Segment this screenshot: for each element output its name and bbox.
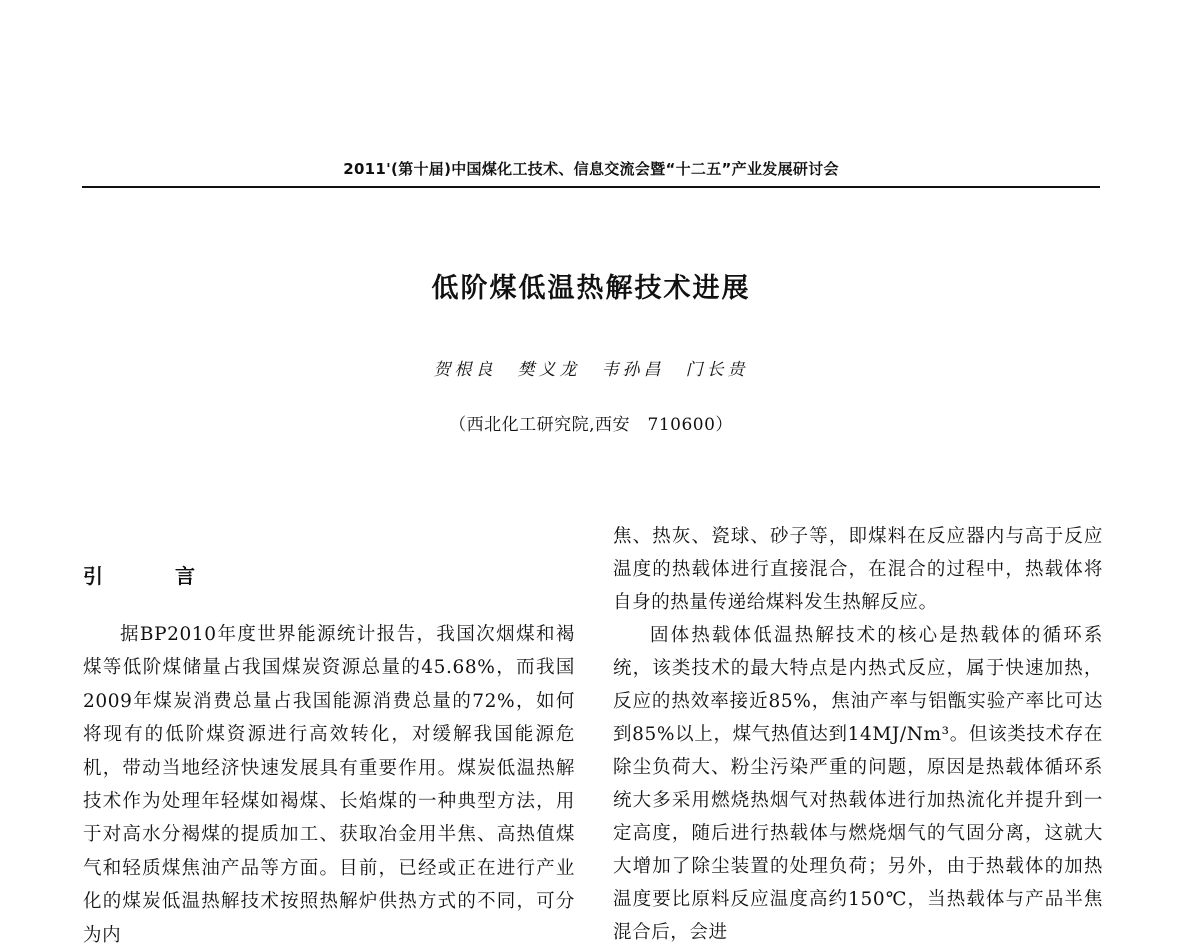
- right-paragraph-1: 焦、热灰、瓷球、砂子等，即煤料在反应器内与高于反应温度的热载体进行直接混合，在混合的过程中，热载体将自身的热量传递给煤料发生热解反应。: [613, 526, 1103, 613]
- paper-title: 低阶煤低温热解技术进展: [431, 273, 751, 304]
- left-column: [83, 618, 575, 952]
- running-header: 2011'(第十届)中国煤化工技术、信息交流会暨“十二五”产业发展研讨会: [343, 160, 839, 178]
- author-list: 贺根良 樊义龙 韦孙昌 门长贵: [433, 360, 749, 380]
- header-rule: [82, 186, 1100, 188]
- right-paragraph-2: 固体热载体低温热解技术的核心是热载体的循环系统，该类技术的最大特点是内热式反应，属于快速加热，反应的热效率接近85%，焦油产率与铝甑实验产率比可达到85%以上，煤气热值达到14MJ/Nm³。但该类技术存在除尘负荷大、粉尘污染严重的问题，原因是热载体循环系统大多采用燃烧热烟气对热载体进行加热流化并提升到一定高度，随后进行热载体与燃烧烟气的气固分离，这就大大增加了除尘装置的处理负荷；另外，由于热载体的加热温度要比原料反应温度高约150℃，当热载体与产品半焦混合后，会进: [613, 625, 1103, 943]
- right-column: [613, 520, 1103, 949]
- affiliation: （西北化工研究院,西安 710600）: [449, 415, 733, 435]
- section-heading-introduction: 引 言: [83, 564, 221, 588]
- left-paragraph-1: 据BP2010年度世界能源统计报告，我国次烟煤和褐煤等低阶煤储量占我国煤炭资源总量的45.68%，而我国2009年煤炭消费总量占我国能源消费总量的72%，如何将现有的低阶煤资源进行高效转化，对缓解我国能源危机，带动当地经济快速发展具有重要作用。煤炭低温热解技术作为处理年轻煤如褐煤、长焰煤的一种典型方法，用于对高水分褐煤的提质加工、获取冶金用半焦、高热值煤气和轻质煤焦油产品等方面。目前，已经或正在进行产业化的煤炭低温热解技术按照热解炉供热方式的不同，可分为内: [83, 624, 575, 946]
